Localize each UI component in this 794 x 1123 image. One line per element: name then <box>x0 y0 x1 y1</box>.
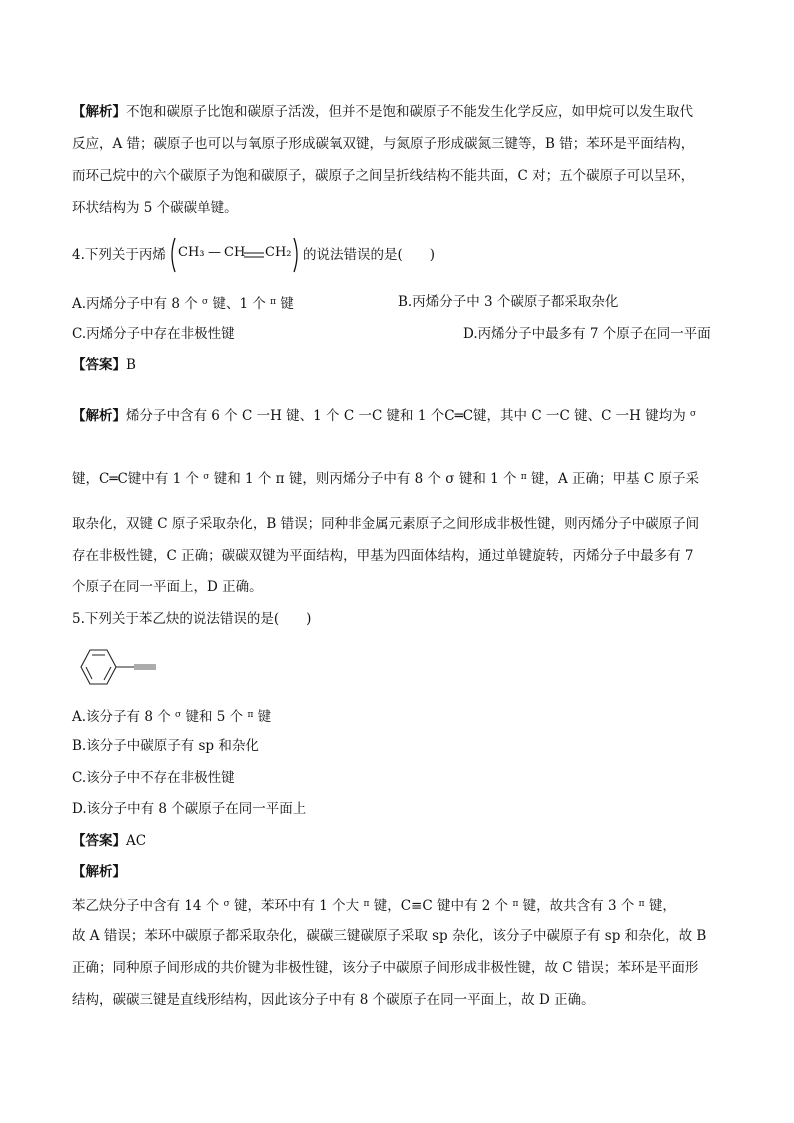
sigma-symbol: σ <box>690 409 697 419</box>
phenylacetylene-drawing <box>72 644 162 692</box>
analysis-tag: 【解析】 <box>72 408 126 424</box>
answer-tag: 【答案】 <box>72 833 126 849</box>
sigma-symbol: σ <box>223 899 230 909</box>
analysis-tag: 【解析】 <box>72 864 126 880</box>
q5-option-b: B.该分子中碳原子有 sp 和杂化 <box>72 738 259 754</box>
q4-option-c: C.丙烯分子中存在非极性键 <box>72 326 235 342</box>
q4-analysis-line-3: 取杂化，双键 C 原子采取杂化，B 错误；同种非金属元素原子之间形成非极性键，则丙烯分子中碳原子间 <box>72 516 700 532</box>
pi-symbol: π <box>247 710 254 720</box>
sigma-symbol: σ <box>202 297 209 307</box>
option-a-text: 键、1 个 <box>212 296 266 312</box>
q4-option-b: B.丙烯分子中 3 个碳原子都采取杂化 <box>398 294 619 310</box>
option-a-text: A.丙烯分子中有 8 个 <box>72 296 198 312</box>
option-a-text: 键 <box>257 709 272 725</box>
option-a-text: 键和 5 个 <box>185 709 244 725</box>
q3-analysis-line-1 <box>72 102 693 122</box>
q5-option-c: C.该分子中不存在非极性键 <box>72 770 235 786</box>
pi-symbol: π <box>520 472 527 482</box>
q4-analysis-line-1 <box>72 404 696 426</box>
q5-analysis-tag <box>72 862 126 882</box>
double-bond-label: C═C <box>99 471 128 487</box>
q5-stem: 5.下列关于苯乙炔的说法错误的是( ) <box>72 611 312 627</box>
formula-single-bond: — <box>208 245 221 260</box>
phenylacetylene-structure <box>72 644 162 696</box>
sigma-symbol: σ <box>175 710 182 720</box>
pi-symbol: π <box>512 899 519 909</box>
option-a-text: A.该分子有 8 个 <box>72 709 171 725</box>
q5-analysis-line-3: 正确；同种原子间形成的共价键为非极性键，该分子中碳原子间形成非极性键，故 C 错误；苯环是平面形 <box>72 960 699 976</box>
analysis-text: 键，C≡C 键中有 2 个 <box>373 898 509 914</box>
q4-stem-suffix: 的说法错误的是( ) <box>303 247 436 263</box>
option-a-text: 键 <box>280 296 294 312</box>
answer-tag: 【答案】 <box>72 357 126 373</box>
analysis-text: 键，苯环中有 1 个大 <box>234 898 360 914</box>
q4-option-d: D.丙烯分子中最多有 7 个原子在同一平面 <box>463 326 711 342</box>
analysis-text: 键， <box>648 898 676 914</box>
q5-analysis-line-1 <box>72 894 676 916</box>
q4-stem-prefix: 4.下列关于丙烯 <box>72 247 166 263</box>
q5-option-a <box>72 705 271 727</box>
q3-analysis-line-2: 反应，A 错；碳原子也可以与氧原子形成碳氧双键，与氮原子形成碳氮三键等，B 错；苯环是平面结构， <box>72 136 695 152</box>
answer-value: AC <box>126 833 147 849</box>
q3-analysis-text: 不饱和碳原子比饱和碳原子活泼，但并不是饱和碳原子不能发生化学反应，如甲烷可以发生取代 <box>126 104 693 120</box>
pi-symbol: π <box>270 297 277 307</box>
sigma-symbol: σ <box>203 472 210 482</box>
analysis-text: 烯分子中含有 6 个 C 一H 键、1 个 C 一C 键和 1 个 <box>126 408 445 424</box>
q4-analysis-line-4: 存在非极性键，C 正确；碳碳双键为平面结构，甲基为四面体结构，通过单键旋转，丙烯分子中最多有 7 <box>72 548 694 564</box>
analysis-text: 键中有 1 个 <box>127 471 199 487</box>
analysis-text: 键，A 正确；甲基 C 原子采 <box>531 471 699 487</box>
q4-option-a <box>72 292 294 314</box>
analysis-text: 键和 1 个 π 键，则丙烯分子中有 8 个 σ 键和 1 个 <box>213 471 517 487</box>
analysis-text: 苯乙炔分子中含有 14 个 <box>72 898 220 914</box>
double-bond-label: C═C <box>444 408 474 424</box>
formula-ch2: CH₂ <box>265 245 292 260</box>
analysis-tag: 【解析】 <box>72 104 126 120</box>
pi-symbol: π <box>638 899 645 909</box>
q5-analysis-line-2: 故 A 错误；苯环中碳原子都采取杂化，碳碳三键碳原子采取 sp 杂化，该分子中碳原子有 sp 和杂化，故 B <box>72 928 707 944</box>
q5-analysis-line-4: 结构，碳碳三键是直线形结构，因此该分子中有 8 个碳原子在同一平面上，故 D 正确。 <box>72 992 595 1008</box>
formula-ch3: CH₃ <box>178 245 205 260</box>
analysis-text: 键，其中 C 一C 键、C 一H 键均为 <box>473 408 686 424</box>
q4-analysis-line-5: 个原子在同一平面上，D 正确。 <box>72 579 263 595</box>
q3-analysis-line-3: 而环己烷中的六个碳原子为饱和碳原子，碳原子之间呈折线结构不能共面，C 对；五个碳原子可以呈环， <box>72 168 695 184</box>
propene-formula <box>168 236 301 274</box>
q4-answer <box>72 355 136 375</box>
q3-analysis-line-4: 环状结构为 5 个碳碳单键。 <box>72 200 238 216</box>
q5-answer <box>72 831 146 851</box>
pi-symbol: π <box>363 899 370 909</box>
answer-value: B <box>126 357 136 373</box>
q4-analysis-line-2 <box>72 467 699 489</box>
analysis-text: 键， <box>72 471 99 487</box>
formula-ch: CH <box>224 245 246 260</box>
analysis-text: 键，故共含有 3 个 <box>522 898 635 914</box>
q5-option-d: D.该分子中有 8 个碳原子在同一平面上 <box>72 801 307 817</box>
